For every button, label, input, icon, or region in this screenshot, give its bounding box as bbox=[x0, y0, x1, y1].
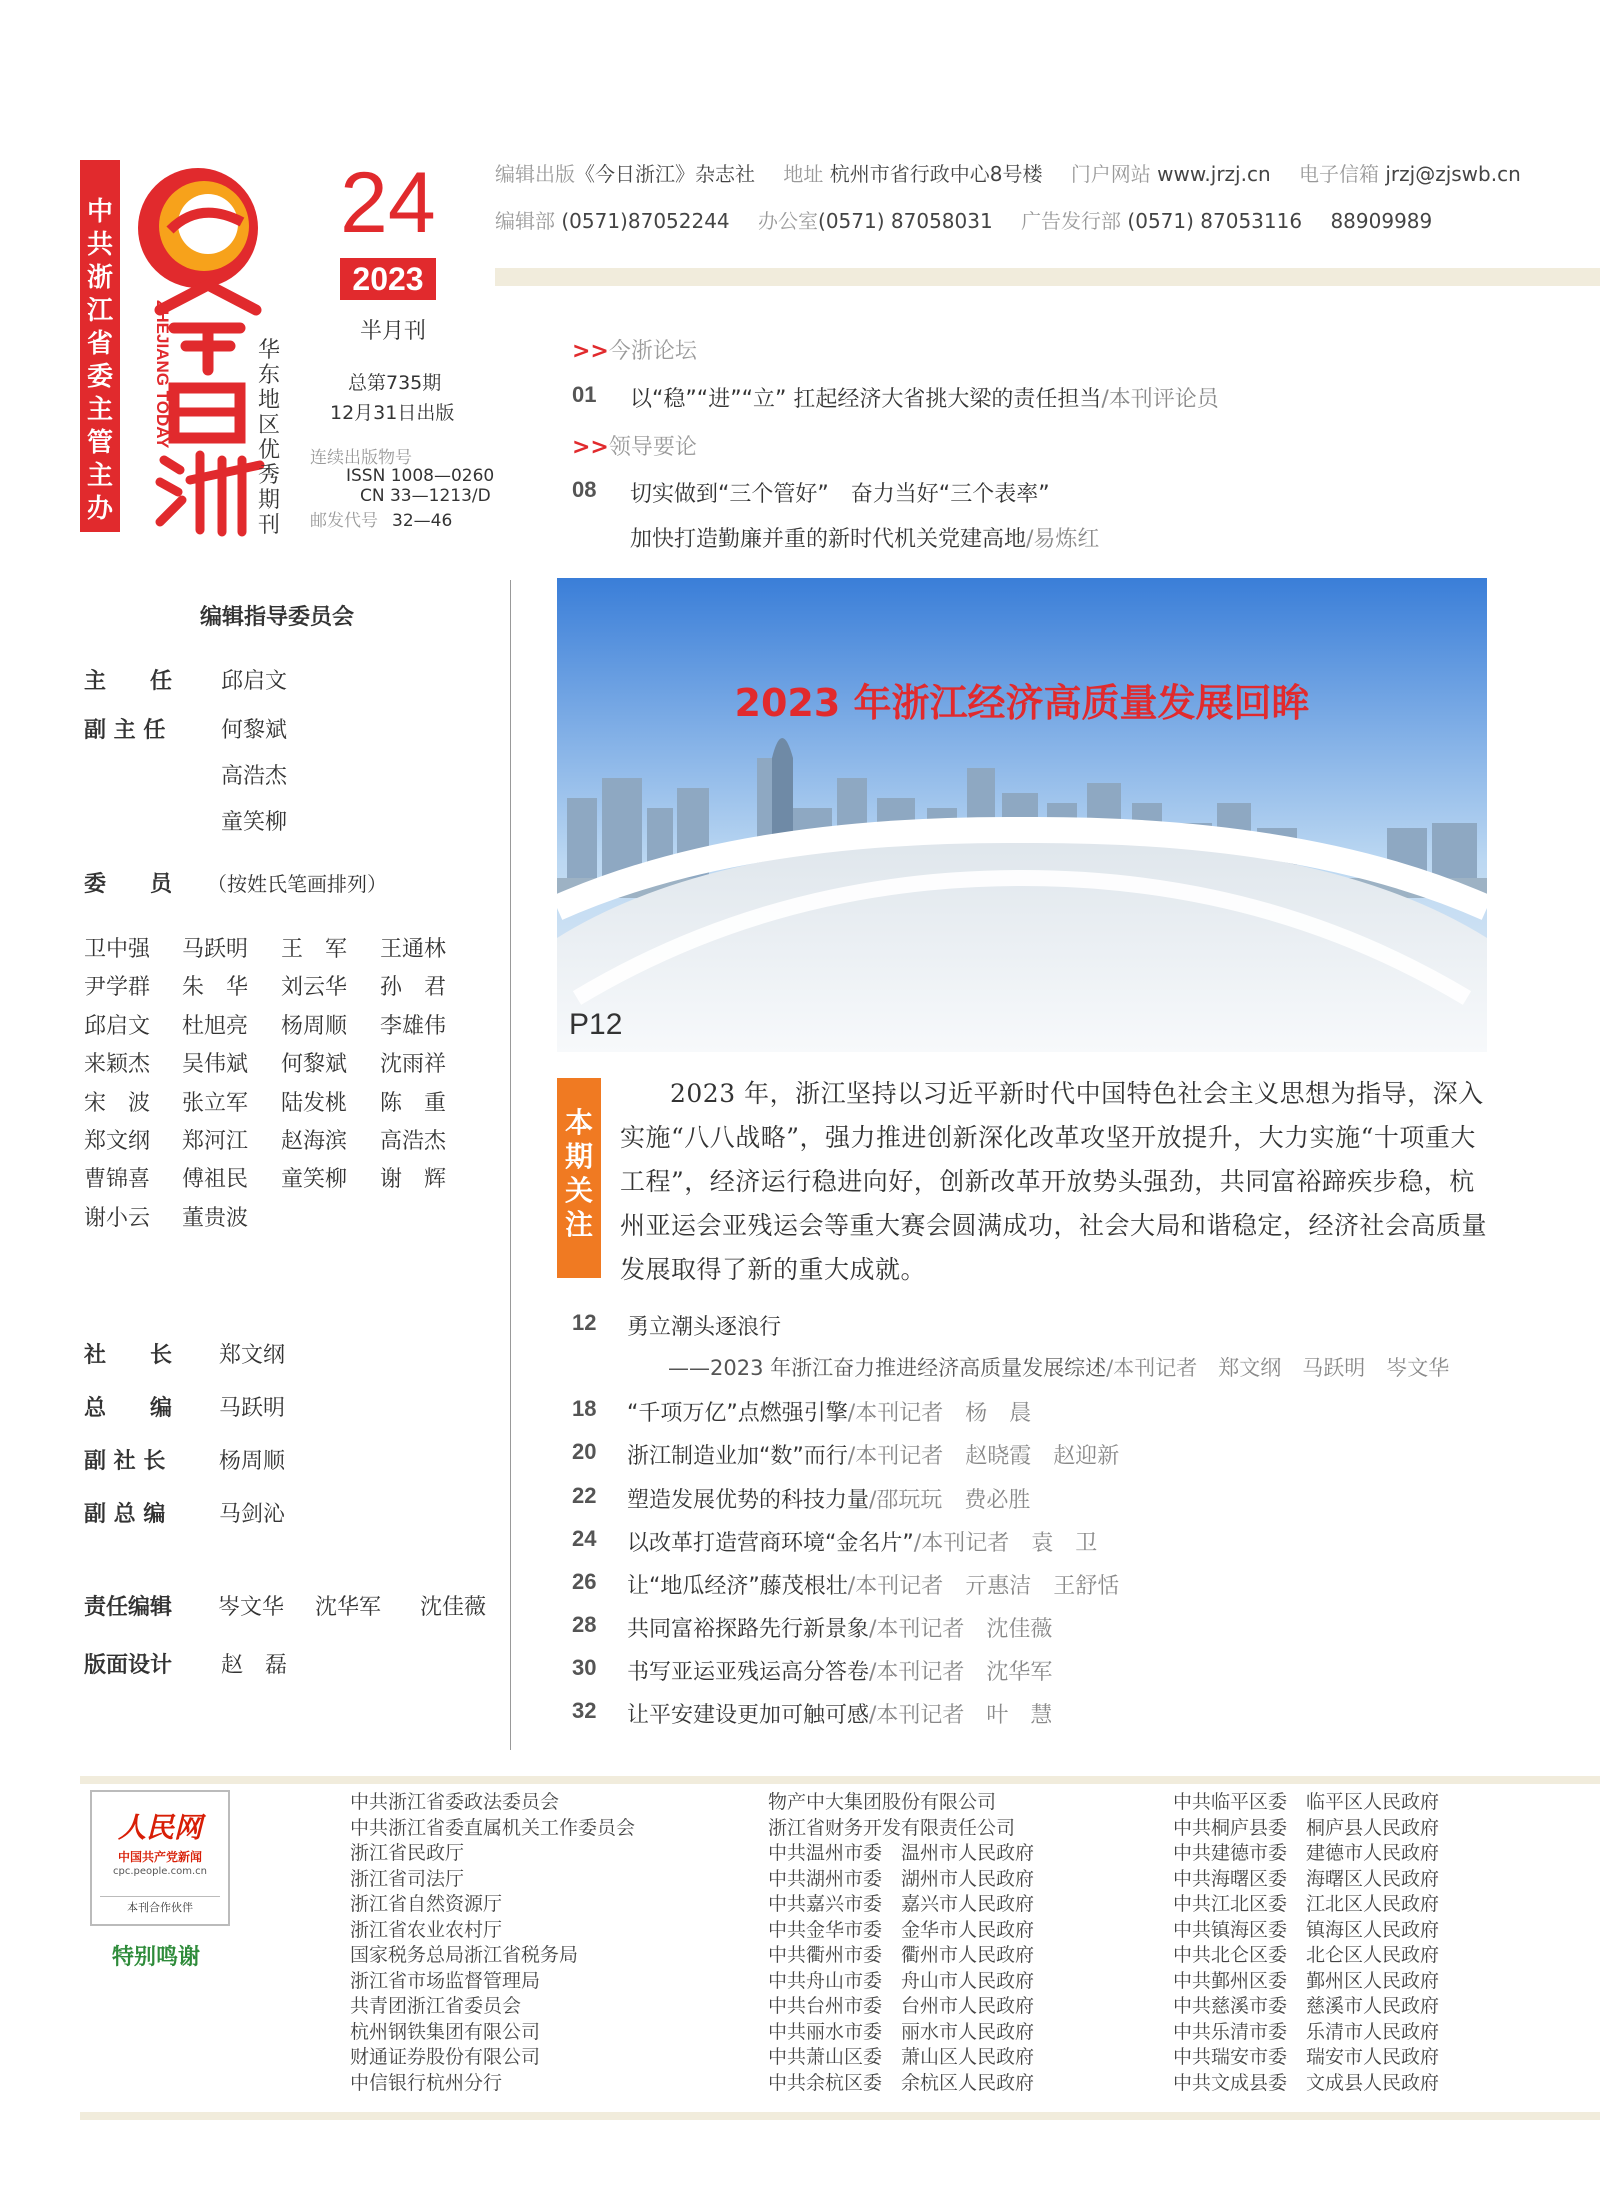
sponsor-text: 中共浙江省委主管主办 bbox=[86, 197, 113, 524]
award-text: 华东地区优秀期刊 bbox=[258, 338, 281, 538]
thanks-organization: 浙江省民政厅 bbox=[350, 1842, 465, 1864]
toc-item-title: 让“地瓜经济”藤茂根壮 bbox=[627, 1574, 848, 1599]
partner-url: cpc.people.com.cn bbox=[113, 1866, 207, 1877]
thanks-organization: 中共慈溪市委 慈溪市人民政府 bbox=[1173, 1995, 1440, 2017]
header-line-2 bbox=[495, 205, 1432, 234]
thanks-organization: 中共江北区委 江北区人民政府 bbox=[1173, 1893, 1440, 1915]
sponsor-band bbox=[80, 160, 120, 532]
member-role: 委 员 bbox=[84, 872, 173, 897]
toc-item-byline: /本刊记者 叶 慧 bbox=[869, 1703, 1053, 1728]
publish-date: 12月31日出版 bbox=[330, 402, 455, 424]
committee-member: 卫中强 bbox=[84, 937, 151, 962]
thanks-organization: 中共鄞州区委 鄞州区人民政府 bbox=[1173, 1969, 1440, 1992]
thanks-organization: 中共金华市委 金华市人民政府 bbox=[768, 1918, 1035, 1941]
focus-tab bbox=[557, 1078, 601, 1278]
toc-page-num: 28 bbox=[572, 1612, 597, 1637]
toc-item-byline: /易炼红 bbox=[1026, 527, 1100, 552]
column-divider bbox=[510, 580, 511, 1750]
committee-member: 赵海滨 bbox=[281, 1129, 348, 1154]
design-role: 版面设计 bbox=[84, 1653, 173, 1678]
committee-member: 谢小云 bbox=[84, 1205, 151, 1231]
committee-member: 谢 辉 bbox=[380, 1167, 447, 1193]
toc-item-title: 加快打造勤廉并重的新时代机关党建高地 bbox=[630, 527, 1027, 552]
toc-item-byline: /本刊记者 杨 晨 bbox=[847, 1401, 1032, 1426]
cn-number: CN 33—1213/D bbox=[360, 486, 491, 506]
toc-page-num: 12 bbox=[572, 1310, 597, 1335]
staff-name: 杨周顺 bbox=[219, 1449, 286, 1474]
toc-item-title: 书写亚运亚残运高分答卷 bbox=[627, 1660, 870, 1685]
committee-member: 杜旭亮 bbox=[182, 1013, 249, 1039]
toc-item[interactable] bbox=[627, 1698, 1052, 1729]
staff-role: 副 总 编 bbox=[84, 1502, 166, 1527]
city-skyline-image bbox=[557, 578, 1487, 1052]
toc-item-byline: /本刊记者 亓惠洁 王舒恬 bbox=[847, 1574, 1120, 1599]
thanks-organization: 中共建德市委 建德市人民政府 bbox=[1173, 1842, 1440, 1864]
frequency: 半月刊 bbox=[360, 319, 427, 344]
header-line-1 bbox=[495, 158, 1521, 187]
partner-subtitle: 中国共产党新闻 bbox=[117, 1850, 202, 1864]
toc-item-title: 以改革打造营商环境“金名片” bbox=[627, 1531, 914, 1556]
toc-item[interactable] bbox=[627, 1655, 1052, 1686]
toc-item-title: 让平安建设更加可触可感 bbox=[627, 1703, 870, 1728]
committee-member: 吴伟斌 bbox=[182, 1052, 249, 1078]
email-link[interactable]: jrzj@zjswb.cn bbox=[1385, 162, 1521, 186]
issue-number: 24 bbox=[340, 155, 436, 251]
thanks-organization: 中共文成县委 文成县人民政府 bbox=[1173, 2071, 1440, 2094]
publisher-label: 编辑出版 bbox=[495, 162, 575, 186]
header-divider bbox=[495, 268, 1600, 286]
thanks-organization: 中共镇海区委 镇海区人民政府 bbox=[1173, 1918, 1440, 1941]
director-name: 邱启文 bbox=[221, 669, 288, 694]
cover-story-title: 2023 年浙江经济高质量发展回眸 bbox=[734, 681, 1310, 725]
address: 杭州市省行政中心8号楼 bbox=[829, 162, 1043, 186]
thanks-organization: 中共湖州市委 湖州市人民政府 bbox=[768, 1867, 1035, 1890]
thanks-organization: 中信银行杭州分行 bbox=[350, 2071, 503, 2094]
thanks-organization: 杭州钢铁集团有限公司 bbox=[350, 2020, 541, 2043]
committee-member: 郑文纲 bbox=[84, 1129, 151, 1154]
serial-number-label: 连续出版物号 bbox=[310, 448, 412, 468]
toc-item-title: 共同富裕探路先行新景象 bbox=[627, 1617, 870, 1642]
partner-logo: 人民网 bbox=[117, 1811, 202, 1844]
office-phone: (0571) 87058031 bbox=[818, 209, 993, 233]
logo-english: ZHEJIANG TODAY bbox=[153, 300, 172, 449]
thanks-organization: 中共衢州市委 衢州市人民政府 bbox=[768, 1944, 1035, 1966]
issn: ISSN 1008—0260 bbox=[346, 466, 495, 486]
toc-item[interactable] bbox=[627, 1396, 1031, 1427]
thanks-organization: 中共温州市委 温州市人民政府 bbox=[768, 1842, 1035, 1864]
editor-name: 沈佳薇 bbox=[420, 1595, 487, 1620]
toc-item-leaders-line2[interactable] bbox=[630, 522, 1099, 553]
ads-phone: (0571) 87053116 bbox=[1127, 209, 1303, 233]
toc-item-byline: /本刊记者 赵晓霞 赵迎新 bbox=[847, 1444, 1120, 1469]
thanks-organization: 浙江省财务开发有限责任公司 bbox=[768, 1816, 1016, 1839]
committee-member: 马跃明 bbox=[182, 937, 249, 962]
staff-name: 郑文纲 bbox=[219, 1343, 286, 1368]
committee-member: 何黎斌 bbox=[281, 1052, 348, 1078]
staff-role: 社 长 bbox=[84, 1343, 173, 1368]
toc-page-num: 18 bbox=[572, 1396, 597, 1421]
toc-item-byline: /本刊评论员 bbox=[1101, 387, 1219, 412]
toc-item-title: ——2023 年浙江奋力推进经济高质量发展综述 bbox=[668, 1356, 1107, 1380]
toc-item-title: 勇立潮头逐浪行 bbox=[627, 1315, 782, 1340]
arrow-icon: >> bbox=[572, 339, 609, 364]
thanks-organization: 物产中大集团股份有限公司 bbox=[768, 1791, 997, 1813]
email-label: 电子信箱 bbox=[1299, 162, 1379, 186]
committee-member: 陆发桃 bbox=[281, 1090, 348, 1116]
committee-member: 杨周顺 bbox=[281, 1013, 348, 1039]
toc-page-num: 32 bbox=[572, 1698, 597, 1723]
committee-member: 李雄伟 bbox=[380, 1013, 447, 1039]
thanks-organization: 中共余杭区委 余杭区人民政府 bbox=[768, 2071, 1035, 2094]
staff-role: 总 编 bbox=[84, 1396, 173, 1421]
toc-item-byline: /本刊记者 郑文纲 马跃明 岑文华 bbox=[1106, 1356, 1450, 1380]
thanks-organization: 中共瑞安市委 瑞安市人民政府 bbox=[1173, 2046, 1440, 2068]
committee-member: 邱启文 bbox=[84, 1013, 151, 1039]
toc-item[interactable] bbox=[627, 1310, 781, 1341]
committee-member: 宋 波 bbox=[84, 1090, 151, 1116]
thanks-organization: 中共桐庐县委 桐庐县人民政府 bbox=[1173, 1816, 1440, 1839]
editorial-label: 编辑部 bbox=[495, 209, 555, 233]
committee-member: 高浩杰 bbox=[380, 1129, 447, 1154]
toc-item-title: “千项万亿”点燃强引擎 bbox=[627, 1401, 848, 1426]
toc-page-num: 24 bbox=[572, 1526, 597, 1551]
thanks-organization: 中共台州市委 台州市人民政府 bbox=[768, 1995, 1035, 2017]
postal-code bbox=[310, 506, 452, 531]
toc-page-num: 20 bbox=[572, 1439, 597, 1464]
thanks-organization: 中共萧山区委 萧山区人民政府 bbox=[768, 2046, 1035, 2068]
staff-role: 副 社 长 bbox=[84, 1449, 166, 1474]
postal-value: 32—46 bbox=[392, 511, 453, 531]
section-forum bbox=[572, 334, 697, 365]
staff-name: 马跃明 bbox=[219, 1396, 286, 1421]
thanks-organization: 国家税务总局浙江省税务局 bbox=[350, 1944, 579, 1966]
thanks-label: 特别鸣谢 bbox=[112, 1945, 201, 1970]
toc-item[interactable] bbox=[627, 1483, 1030, 1514]
committee-member: 张立军 bbox=[182, 1090, 249, 1116]
committee-member: 来颖杰 bbox=[84, 1052, 151, 1078]
toc-item[interactable] bbox=[668, 1352, 1449, 1382]
committee-member: 朱 华 bbox=[182, 975, 249, 1001]
committee-member: 童笑柳 bbox=[281, 1167, 348, 1193]
postal-label: 邮发代号 bbox=[310, 511, 378, 531]
section-forum-title: 今浙论坛 bbox=[608, 339, 697, 364]
committee-member: 王通林 bbox=[380, 937, 447, 962]
editorial-phone: (0571)87052244 bbox=[561, 209, 730, 233]
deputy-name: 高浩杰 bbox=[221, 764, 288, 789]
cover-story-image[interactable] bbox=[557, 578, 1487, 1052]
section-leaders bbox=[572, 430, 697, 461]
office-label: 办公室 bbox=[758, 209, 819, 233]
thanks-organization: 中共乐清市委 乐清市人民政府 bbox=[1173, 2020, 1440, 2043]
committee-member: 陈 重 bbox=[380, 1090, 447, 1116]
address-label: 地址 bbox=[783, 162, 824, 186]
staff-name: 马剑沁 bbox=[219, 1502, 286, 1527]
toc-item-byline: /本刊记者 袁 卫 bbox=[913, 1531, 1098, 1556]
section-leaders-title: 领导要论 bbox=[608, 435, 697, 460]
toc-item-title: 以“稳”“进”“立” 扛起经济大省挑大梁的责任担当 bbox=[630, 387, 1102, 412]
committee-title: 编辑指导委员会 bbox=[200, 605, 355, 630]
partner-label: 本刊合作伙伴 bbox=[100, 1896, 220, 1918]
thanks-column-3 bbox=[1173, 1790, 1439, 2096]
committee-member: 董贵波 bbox=[182, 1205, 249, 1231]
toc-page-num: 22 bbox=[572, 1483, 597, 1508]
thanks-organization: 中共海曙区委 海曙区人民政府 bbox=[1173, 1867, 1440, 1890]
thanks-organization: 中共临平区委 临平区人民政府 bbox=[1173, 1791, 1440, 1813]
arrow-icon: >> bbox=[572, 435, 609, 460]
toc-item[interactable] bbox=[627, 1439, 1119, 1470]
footer-divider-top bbox=[80, 1776, 1600, 1784]
thanks-organization: 财通证券股份有限公司 bbox=[350, 2046, 541, 2068]
design-name: 赵 磊 bbox=[221, 1653, 288, 1678]
thanks-column-2 bbox=[768, 1790, 1034, 2096]
editors-role: 责任编辑 bbox=[84, 1595, 173, 1620]
partner-logo-box[interactable] bbox=[90, 1790, 230, 1926]
footer-divider-bottom bbox=[80, 2112, 1600, 2120]
focus-tab-label: 本期关注 bbox=[565, 1106, 594, 1241]
committee-member: 郑河江 bbox=[182, 1129, 249, 1154]
issue-year: 2023 bbox=[340, 258, 436, 300]
deputy-name: 何黎斌 bbox=[221, 718, 288, 743]
toc-item[interactable] bbox=[627, 1526, 1097, 1557]
committee-member: 王 军 bbox=[281, 937, 348, 962]
member-note: （按姓氏笔画排列） bbox=[207, 872, 387, 896]
toc-item-byline: /邵玩玩 费必胜 bbox=[869, 1488, 1031, 1513]
committee-member: 曹锦喜 bbox=[84, 1167, 151, 1193]
publisher: 《今日浙江》杂志社 bbox=[575, 162, 755, 186]
thanks-organization: 浙江省自然资源厅 bbox=[350, 1893, 503, 1915]
thanks-organization: 中共嘉兴市委 嘉兴市人民政府 bbox=[768, 1893, 1035, 1915]
website-link[interactable]: www.jrzj.cn bbox=[1157, 162, 1271, 186]
total-issue: 总第735期 bbox=[348, 372, 442, 394]
thanks-organization: 浙江省司法厅 bbox=[350, 1867, 465, 1890]
thanks-column-1 bbox=[350, 1790, 635, 2096]
ads-label: 广告发行部 bbox=[1021, 209, 1122, 233]
thanks-organization: 中共浙江省委直属机关工作委员会 bbox=[350, 1816, 636, 1839]
toc-item-byline: /本刊记者 沈华军 bbox=[869, 1660, 1053, 1685]
website-label: 门户网站 bbox=[1070, 162, 1151, 186]
thanks-organization: 中共北仑区委 北仑区人民政府 bbox=[1173, 1944, 1440, 1966]
thanks-organization: 共青团浙江省委员会 bbox=[350, 1995, 522, 2017]
toc-page-num: 26 bbox=[572, 1569, 597, 1594]
director-role: 主 任 bbox=[84, 669, 173, 694]
toc-page-num: 01 bbox=[572, 382, 597, 407]
toc-item-title: 塑造发展优势的科技力量 bbox=[627, 1488, 870, 1513]
editor-name: 岑文华 bbox=[218, 1595, 285, 1620]
thanks-organization: 浙江省农业农村厅 bbox=[350, 1918, 503, 1941]
committee-member: 孙 君 bbox=[380, 975, 447, 1001]
ads-phone-2: 88909989 bbox=[1330, 209, 1433, 233]
toc-item-leaders[interactable]: 切实做到“三个管好” 奋力当好“三个表率” bbox=[630, 482, 1050, 507]
cover-story-page: P12 bbox=[569, 1008, 623, 1041]
deputy-role: 副 主 任 bbox=[84, 718, 166, 743]
committee-member: 傅祖民 bbox=[182, 1167, 249, 1193]
toc-page-num: 08 bbox=[572, 477, 597, 502]
committee-member: 刘云华 bbox=[281, 975, 348, 1001]
toc-item-byline: /本刊记者 沈佳薇 bbox=[869, 1617, 1053, 1642]
deputy-name: 童笑柳 bbox=[221, 810, 288, 835]
committee-member: 尹学群 bbox=[84, 975, 151, 1001]
toc-item[interactable] bbox=[627, 1569, 1119, 1600]
thanks-organization: 中共浙江省委政法委员会 bbox=[350, 1791, 560, 1813]
editor-name: 沈华军 bbox=[315, 1595, 382, 1620]
thanks-organization: 浙江省市场监督管理局 bbox=[350, 1969, 541, 1992]
thanks-organization: 中共舟山市委 舟山市人民政府 bbox=[768, 1969, 1035, 1992]
thanks-organization: 中共丽水市委 丽水市人民政府 bbox=[768, 2020, 1035, 2043]
toc-item-title: 浙江制造业加“数”而行 bbox=[627, 1444, 848, 1469]
toc-item-forum[interactable] bbox=[630, 382, 1219, 413]
toc-item[interactable] bbox=[627, 1612, 1052, 1643]
toc-page-num: 30 bbox=[572, 1655, 597, 1680]
focus-summary: 2023 年，浙江坚持以习近平新时代中国特色社会主义思想为指导，深入实施“八八战略”，强力推进创新深化改革攻坚开放提升，大力实施“十项重大工程”，经济运行稳进向好，创新改革开放势头强劲，共同富裕蹄疾步稳，杭州亚运会亚残运会等重大赛会圆满成功，社会大局和谐稳定，经济社会高质量发展取得了新的重大成就。 bbox=[620, 1079, 1488, 1284]
committee-member: 沈雨祥 bbox=[380, 1052, 447, 1078]
